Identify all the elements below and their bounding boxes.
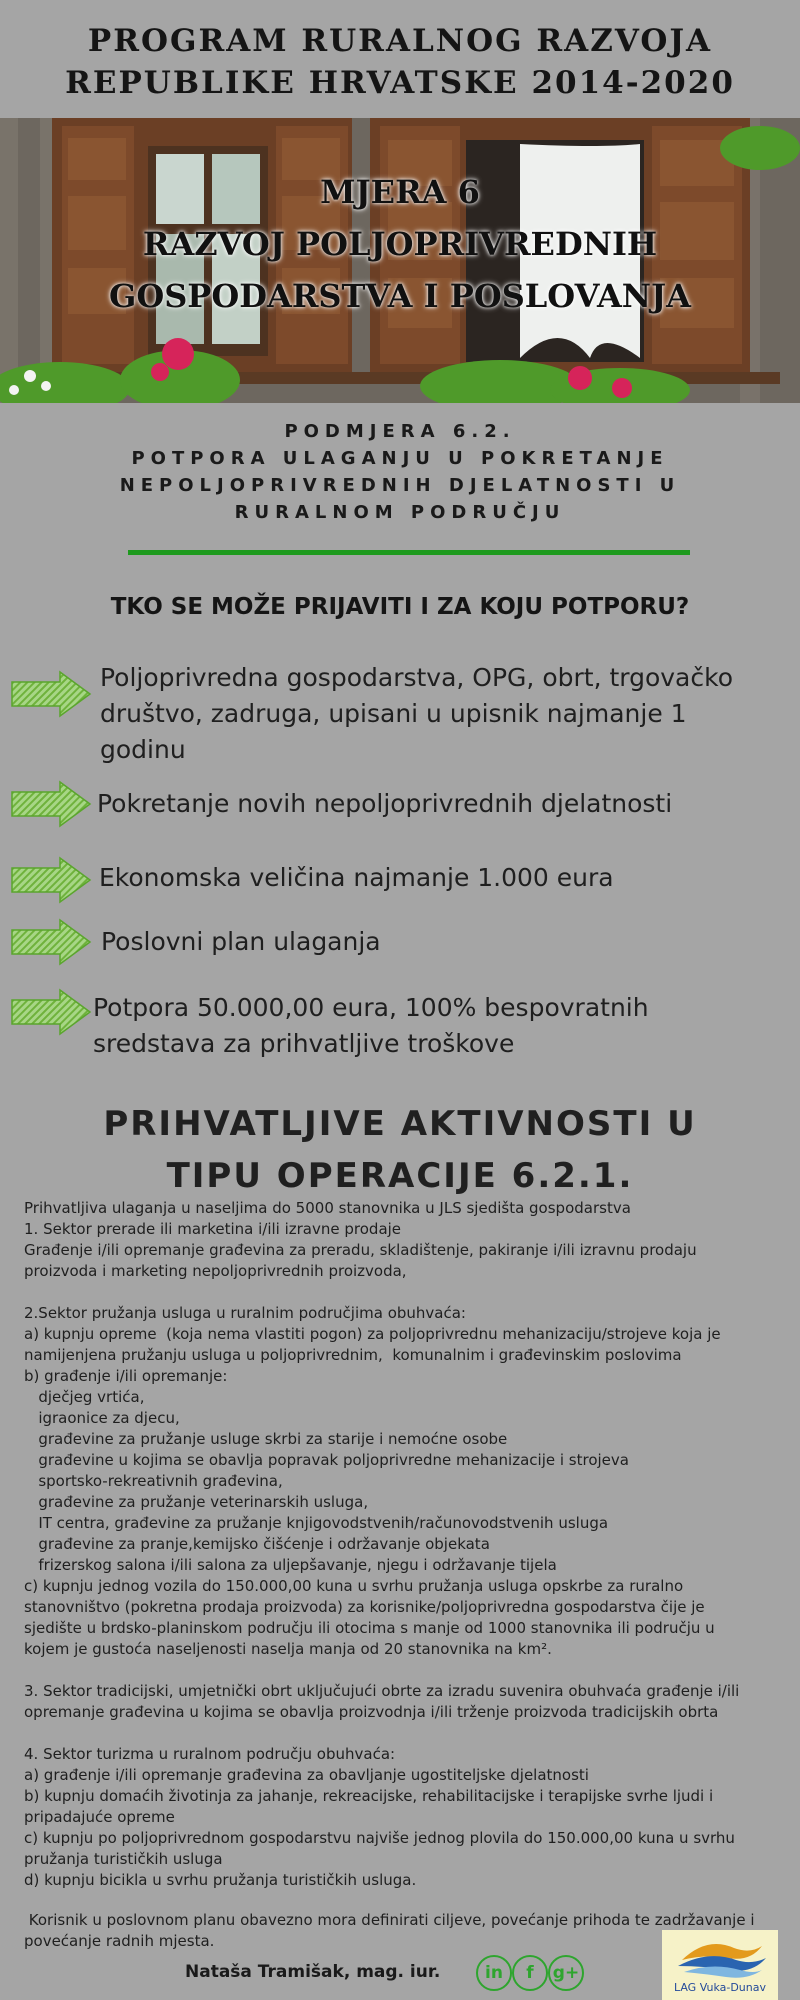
program-title-line2: REPUBLIKE HRVATSKE 2014-2020	[65, 65, 735, 101]
lag-logo	[662, 1930, 778, 2000]
program-title-line1: PROGRAM RURALNOG RAZVOJA	[87, 23, 713, 59]
activities-title-line1: PRIHVATLJIVE AKTIVNOSTI U	[103, 1104, 697, 1144]
eligibility-question: TKO SE MOŽE PRIJAVITI I ZA KOJU POTPORU?	[110, 594, 690, 620]
bullet-text: Pokretanje novih nepoljoprivrednih djelatnosti	[97, 789, 673, 818]
window-banner	[0, 118, 800, 403]
activities-body: Prihvatljiva ulaganja u naseljima do 5000 stanovnika u JLS sjedišta gospodarstva 1. Sektor prerade ili marketina i/ili izravne prodaje Građenje i/ili opremanje građevina za preradu, skladištenje, pakiranje i/ili izravnu prodaju proizvoda i marketing nepoljoprivrednih proizvoda, 2.Sektor pružanja usluga u ruralnim područjima obuhvaća: a) kupnju opreme (koja nema vlastiti pogon) za poljoprivrednu mehanizaciju/strojeve koja je namijenjena pružanju usluga u poljoprivrednim, komunalnim i građevinskim poslovima b) građenje i/ili opremanje: dječjeg vrtića, igraonice za djecu, građevine za pružanje usluge skrbi za starije i nemoćne osobe građevine u kojima se obavlja popravak poljoprivredne mehanizacije i strojeva sportsko-rekreativnih građevina, građevine za pružanje veterinarskih usluga, IT centra, građevine za pružanje knjigovodstvenih/računovodstvenih usluga građevine za pranje,kemijsko čišćenje i održavanje objekata frizerskog salona i/ili salona za uljepšavanje, njegu i održavanje tijela c) kupnju jednog vozila do 150.000,00 kuna u svrhu pružanja usluga opskrbe za ruralno stanovništvo (pokretna prodaja proizvoda) za korisnike/poljoprivredna gospodarstva čije je sjedište u brdsko-planinskom području ili otocima s manje od 1000 stanovnika ili području u kojem je gustoća naseljenosti naselja manja od 20 stanovnika na km². 3. Sektor tradicijski, umjetnički obrt uključujući obrte za izradu suvenira obuhvaća građenje i/ili opremanje građevina u kojima se obavlja proizvodnja i/ili trženje proizvoda tradicijskih obrta 4. Sektor turizma u ruralnom području obuhvaća: a) građenje i/ili opremanje građevina za obavljanje ugostiteljske djelatnosti b) kupnju domaćih životinja za jahanje, rekreacijske, rehabilitacijske i terapijske svrhe ljudi i pripadajuće opreme c) kupnju po poljoprivrednom gospodarstvu najviše jednog plovila do 150.000,00 kuna u svrhu pružanja turističkih usluga d) kupnju bicikla u svrhu pružanja turističkih usluga.	[24, 1199, 740, 1889]
submeasure-line4: RURALNOM PODRUČJU	[234, 502, 566, 523]
arrow-icon	[10, 856, 92, 904]
measure-title-line2: RAZVOJ POLJOPRIVREDNIH	[142, 225, 658, 263]
bullet-text: Potpora 50.000,00 eura, 100% bespovratnih sredstava za prihvatljive troškove	[93, 993, 649, 1058]
measure-title-line3: GOSPODARSTVA I POSLOVANJA	[108, 277, 691, 315]
arrow-icon	[10, 918, 92, 966]
page-header	[0, 0, 800, 118]
bullet-text: Poljoprivredna gospodarstva, OPG, obrt, trgovačko društvo, zadruga, upisani u upisnik najmanje 1 godinu	[100, 663, 734, 764]
divider-line	[128, 550, 690, 555]
arrow-icon	[10, 988, 92, 1036]
submeasure-line3: NEPOLJOPRIVREDNIH DJELATNOSTI U	[119, 475, 681, 496]
measure-title	[0, 166, 800, 322]
submeasure-line1: PODMJERA 6.2.	[284, 421, 516, 442]
measure-title-line1: MJERA 6	[320, 173, 480, 211]
linkedin-icon[interactable]: in	[476, 1955, 512, 1991]
submeasure-heading	[0, 418, 800, 526]
google-plus-icon[interactable]: g+	[548, 1955, 584, 1991]
closing-note: Korisnik u poslovnom planu obavezno mora definirati ciljeve, povećanje prihoda te zadržavanje i povećanje radnih mjesta.	[24, 1911, 755, 1950]
submeasure-line2: POTPORA ULAGANJU U POKRETANJE	[131, 448, 669, 469]
arrow-icon	[10, 780, 92, 828]
bullet-text: Ekonomska veličina najmanje 1.000 eura	[99, 863, 614, 892]
logo-label: LAG Vuka-Dunav	[673, 1981, 767, 1994]
arrow-icon	[10, 670, 92, 718]
bullet-text: Poslovni plan ulaganja	[101, 927, 381, 956]
program-title	[0, 0, 800, 104]
facebook-icon[interactable]: f	[512, 1955, 548, 1991]
author-name: Nataša Tramišak, mag. iur.	[185, 1962, 441, 1982]
activities-title-line2: TIPU OPERACIJE 6.2.1.	[166, 1156, 634, 1196]
activities-title	[0, 1098, 800, 1202]
wave-logo-icon	[662, 1930, 778, 1980]
